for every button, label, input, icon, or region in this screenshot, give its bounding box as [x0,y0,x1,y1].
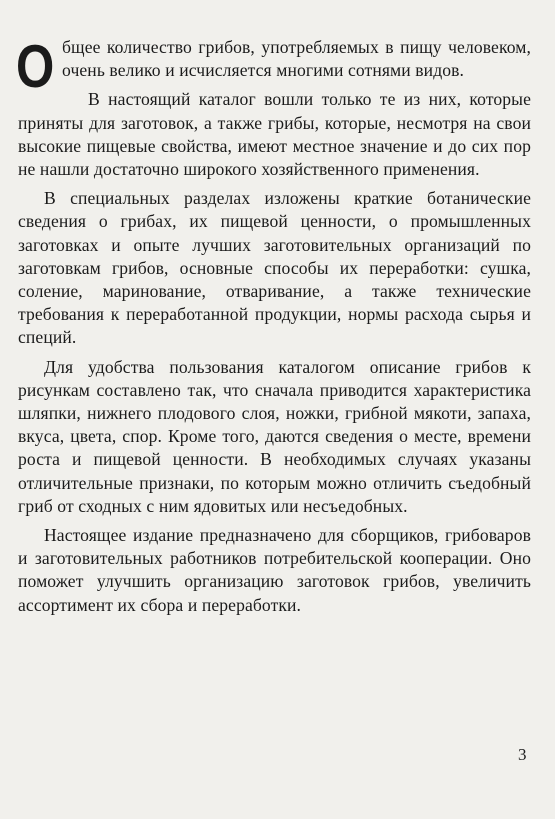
page-number: 3 [518,745,527,764]
paragraph-5: Настоящее издание предназначено для сборщиков, грибоваров и заготовительных работников потребительской кооперации. Оно поможет улучшить организацию заготовок грибов, увеличить ассортимент их сбора и переработки. [18,525,531,615]
paragraph-3: В специальных разделах изложены краткие ботанические сведения о грибах, их пищевой ценности, о промышленных заготовках и опыте лучших заготовительных организаций по заготовкам грибов, основные способы их переработки: сушка, соление, маринование, отваривание, а также технические требования к переработанной продукции, нормы расхода сырья и специй. [18,188,531,348]
paragraph-1-text: бщее количество грибов, употребляемых в пищу человеком, очень велико и исчисляется многими сотнями видов. [62,37,531,81]
paragraph-2: В настоящий каталог вошли только те из них, которые приняты для заготовок, а также грибы, которые, несмотря на свои высокие пищевые свойства, имеют местное значение и до сих пор не нашли достаточно широкого хозяйственного применения. [18,89,531,180]
paragraph-4: Для удобства пользования каталогом описание грибов к рисункам составлено так, что сначала приводится характеристика шляпки, нижнего плодового слоя, ножки, грибной мякоти, запаха, вкуса, цвета, спор. Кроме того, даются сведения о месте, времени роста и пищевой ценности. В необходимых случаях указаны отличительные признаки, по которым можно отличить съедобный гриб от сходных с ним ядовитых или несъедобных. [18,356,531,516]
body-text [16,33,531,623]
paragraph-1 [16,33,531,100]
drop-cap: О [16,33,55,100]
